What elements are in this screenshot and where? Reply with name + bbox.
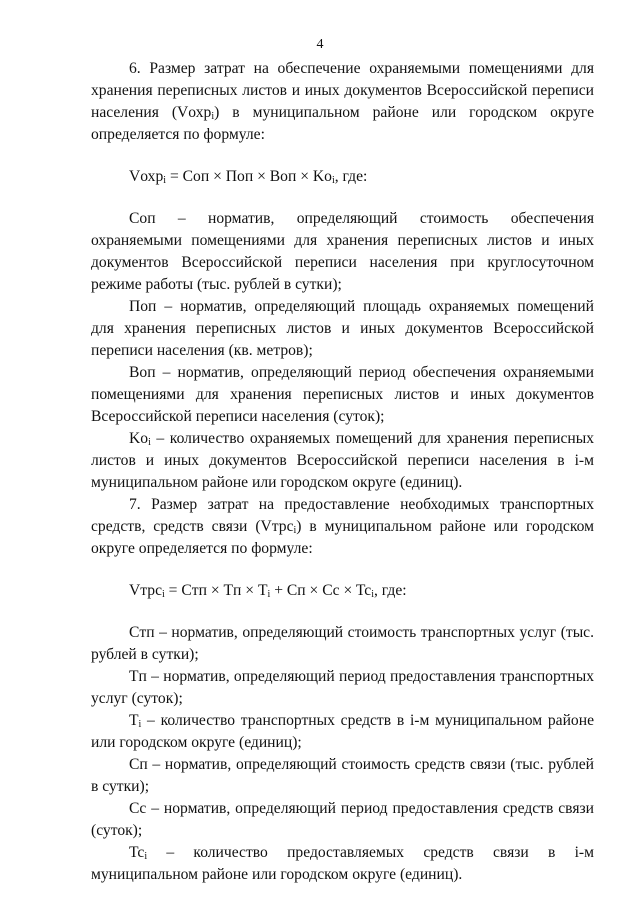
paragraph-7: 7. Размер затрат на предоставление необходимых транспортных средств, средств связи (Vтрс$_i$) в муниципальном районе или городском округе определяется по формуле: [91, 496, 594, 557]
formula-storage-cost: Vохр$_i$ = Cоп × Пoп × Bоп × $Ko_i$, где: [129, 168, 368, 186]
paragraph-6: 6. Размер затрат на обеспечение охраняемыми помещениями для хранения переписных листов и иных документов Всероссийской переписи населения (Vохр$_i$) в муниципальном районе или городском округе определяется по формуле: [91, 60, 594, 143]
definition-6: Tп – норматив, определяющий период предоставления транспортных услуг (суток); [91, 668, 594, 707]
formula-transport-cost: Vтрс$_i$ = Cтп × Tп × $T_i$ + Cп × $Cc \times Tc_i$, где: [129, 582, 407, 600]
definition-5: Cтп – норматив, определяющий стоимость транспортных услуг (тыс. рублей в сутки); [91, 624, 594, 663]
definition-1: Cоп – норматив, определяющий стоимость обеспечения охраняемыми помещениями для хранения переписных листов и иных документов Всероссийской переписи населения при круглосуточном режиме работы (тыс. рублей в сутки); [91, 210, 594, 293]
definition-9: Cc – норматив, определяющий период предоставления средств связи (суток); [91, 800, 594, 839]
definition-8: Cп – норматив, определяющий стоимость средств связи (тыс. рублей в сутки); [91, 756, 594, 795]
definition-4: $Ko_i$ – количество охраняемых помещений для хранения переписных листов и иных документов Всероссийской переписи населения в i-м муниципальном районе или городском округе (единиц). [91, 430, 594, 491]
definition-10: $Tc_i$ – количество предоставляемых средств связи в i-м муниципальном районе или городском округе (единиц). [91, 844, 594, 883]
definition-7: $T_i$ – количество транспортных средств в i-м муниципальном районе или городском округе (единиц); [91, 712, 594, 751]
definition-3: Bоп – норматив, определяющий период обеспечения охраняемыми помещениями для хранения переписных листов и иных документов Всероссийской переписи населения (суток); [91, 364, 594, 425]
document-body [91, 58, 594, 886]
definition-2: Пoп – норматив, определяющий площадь охраняемых помещений для хранения переписных листов и иных документов Всероссийской переписи населения (кв. метров); [91, 298, 594, 359]
page-number: 4 [316, 37, 324, 52]
